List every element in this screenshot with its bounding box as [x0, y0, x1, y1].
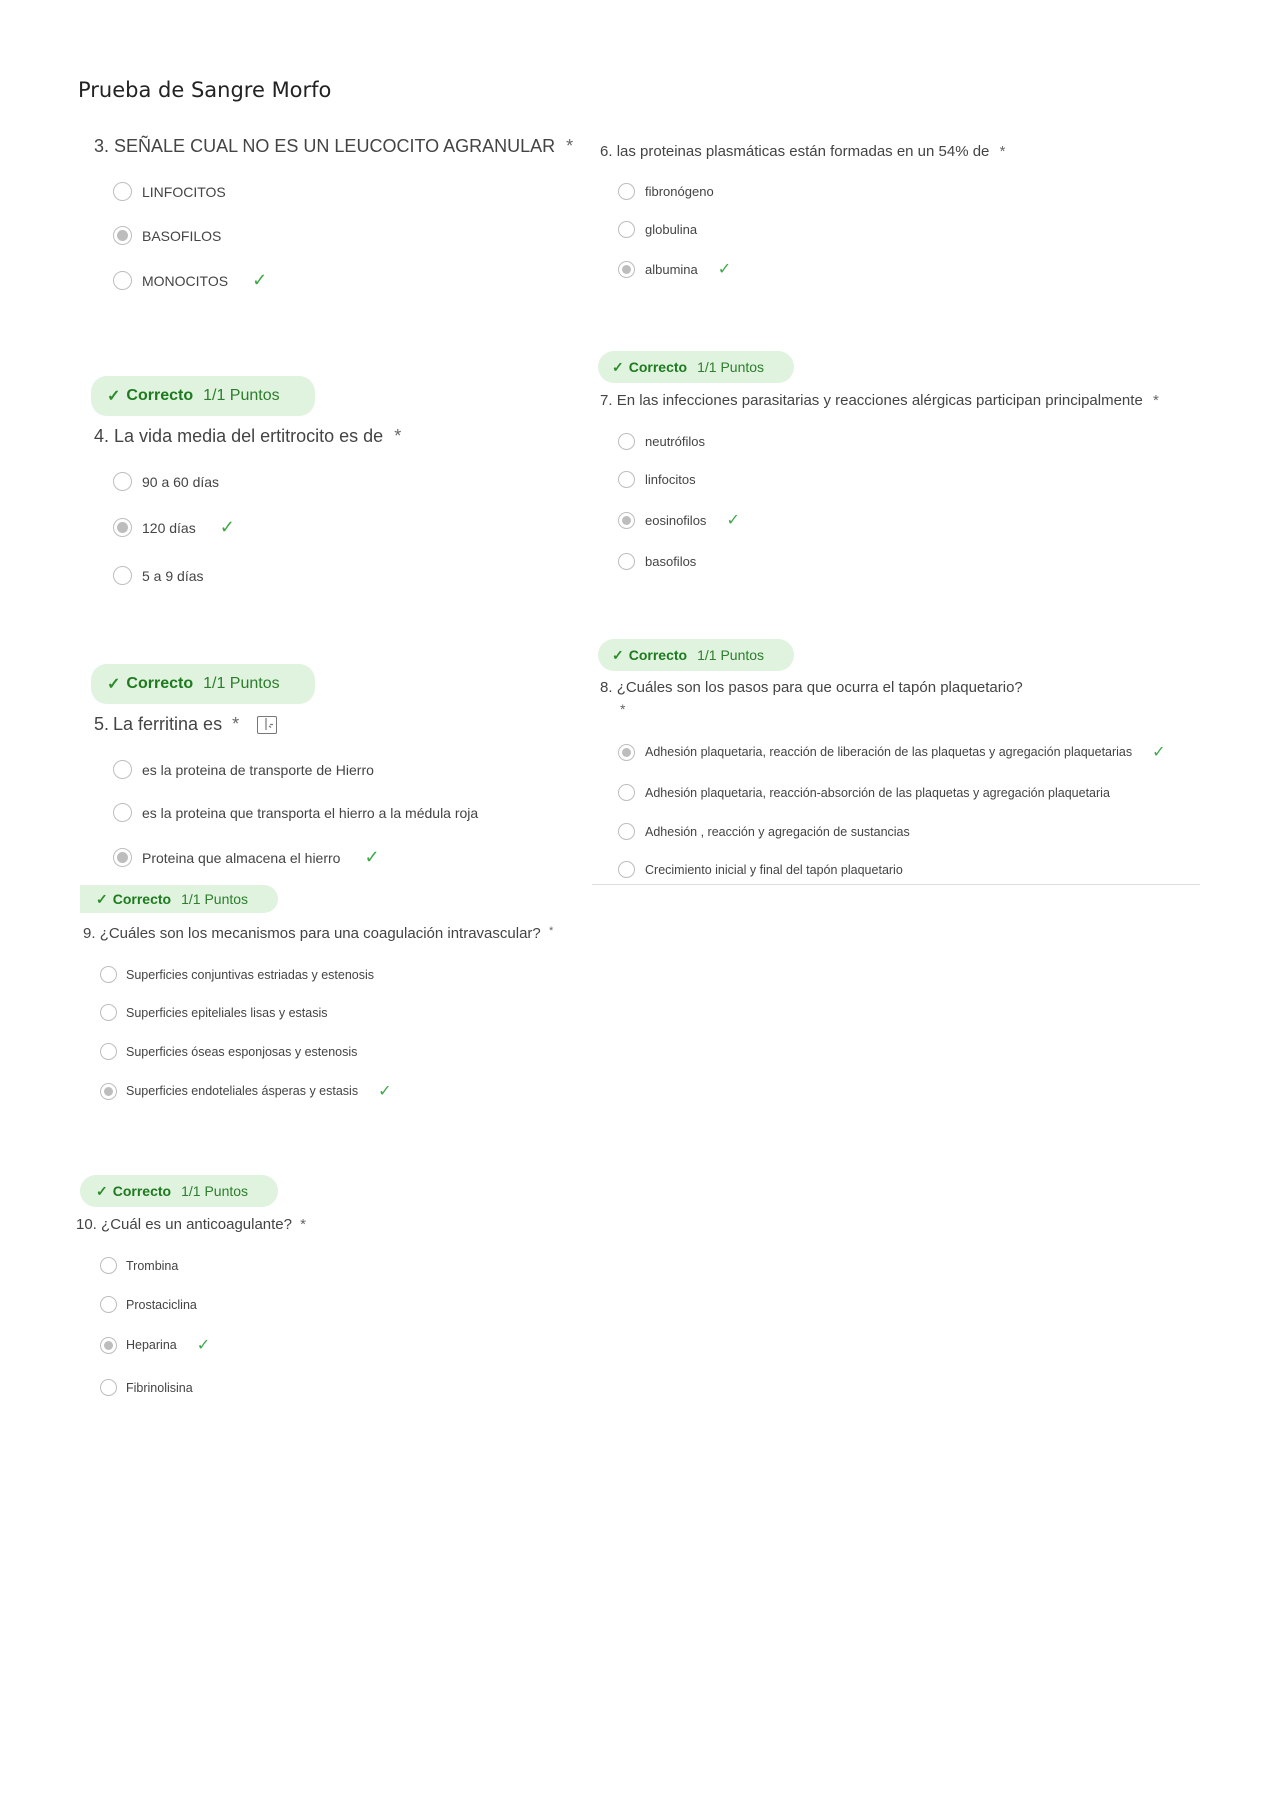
- q6-option-3[interactable]: albumina ✓: [618, 259, 731, 279]
- question-5-title: 5. La ferritina es *: [94, 714, 277, 735]
- radio-button-selected[interactable]: [618, 261, 635, 278]
- radio-button[interactable]: [113, 566, 132, 585]
- correct-check-icon: ✓: [378, 1083, 392, 1100]
- q9-option-2[interactable]: Superficies epiteliales lisas y estasis: [100, 1004, 327, 1021]
- correct-check-icon: ✓: [252, 270, 268, 290]
- q7-option-4[interactable]: basofilos: [618, 553, 696, 570]
- radio-button[interactable]: [100, 1296, 117, 1313]
- radio-button[interactable]: [618, 183, 635, 200]
- radio-button[interactable]: [618, 553, 635, 570]
- correct-badge: ✓ Correcto 1/1 Puntos: [80, 885, 278, 913]
- check-icon: ✓: [96, 1182, 108, 1199]
- correct-check-icon: ✓: [196, 1337, 211, 1354]
- radio-button-selected[interactable]: [100, 1337, 117, 1354]
- q10-option-4[interactable]: Fibrinolisina: [100, 1379, 193, 1396]
- question-10-title: 10. ¿Cuál es un anticoagulante? *: [76, 1216, 307, 1233]
- question-8-title: 8. ¿Cuáles son los pasos para que ocurra el tapón plaquetario?: [600, 679, 1023, 696]
- question-9-title: 9. ¿Cuáles son los mecanismos para una coagulación intravascular? *: [83, 925, 554, 942]
- radio-button[interactable]: [618, 823, 635, 840]
- check-icon: ✓: [612, 358, 624, 375]
- radio-button-selected[interactable]: [113, 518, 132, 537]
- check-icon: ✓: [612, 646, 624, 663]
- correct-badge: ✓ Correcto 1/1 Puntos: [598, 639, 794, 671]
- radio-button[interactable]: [618, 861, 635, 878]
- q5-option-2[interactable]: es la proteina que transporta el hierro a la médula roja: [113, 803, 478, 822]
- question-3-title: 3. SEÑALE CUAL NO ES UN LEUCOCITO AGRANULAR *: [94, 136, 574, 156]
- q9-option-1[interactable]: Superficies conjuntivas estriadas y estenosis: [100, 966, 374, 983]
- radio-button[interactable]: [113, 271, 132, 290]
- q5-option-1[interactable]: es la proteina de transporte de Hierro: [113, 760, 374, 779]
- radio-button-selected[interactable]: [113, 848, 132, 867]
- correct-badge: ✓ Correcto 1/1 Puntos: [91, 664, 315, 704]
- q9-option-4[interactable]: Superficies endoteliales ásperas y estasis ✓: [100, 1081, 391, 1101]
- q8-option-3[interactable]: Adhesión , reacción y agregación de sustancias: [618, 823, 910, 840]
- correct-badge: ✓ Correcto 1/1 Puntos: [91, 376, 315, 416]
- question-7-title: 7. En las infecciones parasitarias y reacciones alérgicas participan principalmente *: [600, 392, 1159, 409]
- radio-button-selected[interactable]: [100, 1083, 117, 1100]
- radio-button[interactable]: [100, 1379, 117, 1396]
- q9-option-3[interactable]: Superficies óseas esponjosas y estenosis: [100, 1043, 357, 1060]
- correct-check-icon: ✓: [717, 261, 732, 278]
- radio-button[interactable]: [113, 803, 132, 822]
- document-title: Prueba de Sangre Morfo: [78, 78, 332, 102]
- q10-option-3[interactable]: Heparina ✓: [100, 1335, 210, 1355]
- radio-button[interactable]: [618, 784, 635, 801]
- q10-option-2[interactable]: Prostaciclina: [100, 1296, 197, 1313]
- radio-button-selected[interactable]: [618, 744, 635, 761]
- radio-button-selected[interactable]: [618, 512, 635, 529]
- immersive-reader-icon[interactable]: [257, 716, 277, 734]
- q7-option-1[interactable]: neutrófilos: [618, 433, 705, 450]
- question-4-title: 4. La vida media del ertitrocito es de *: [94, 426, 402, 446]
- radio-button[interactable]: [113, 472, 132, 491]
- radio-button[interactable]: [100, 1257, 117, 1274]
- question-6-title: 6. las proteinas plasmáticas están formadas en un 54% de *: [600, 143, 1006, 160]
- correct-check-icon: ✓: [364, 847, 380, 867]
- radio-button[interactable]: [100, 1004, 117, 1021]
- question-8-star: *: [620, 701, 626, 717]
- section-divider: [592, 884, 1200, 885]
- radio-button[interactable]: [618, 471, 635, 488]
- q7-option-2[interactable]: linfocitos: [618, 471, 696, 488]
- check-icon: ✓: [107, 388, 121, 405]
- q3-option-3[interactable]: MONOCITOS ✓: [113, 270, 267, 291]
- correct-check-icon: ✓: [726, 512, 740, 529]
- check-icon: ✓: [96, 890, 108, 907]
- q8-option-1[interactable]: Adhesión plaquetaria, reacción de liberación de las plaquetas y agregación plaquetarias ✓: [618, 742, 1166, 762]
- q7-option-3[interactable]: eosinofilos ✓: [618, 510, 740, 530]
- q8-option-2[interactable]: Adhesión plaquetaria, reacción-absorción de las plaquetas y agregación plaquetaria: [618, 784, 1110, 801]
- correct-check-icon: ✓: [1152, 744, 1166, 761]
- q8-option-4[interactable]: Crecimiento inicial y final del tapón plaquetario: [618, 861, 903, 878]
- q10-option-1[interactable]: Trombina: [100, 1257, 178, 1274]
- radio-button[interactable]: [100, 1043, 117, 1060]
- radio-button[interactable]: [618, 433, 635, 450]
- q4-option-2[interactable]: 120 días ✓: [113, 517, 235, 538]
- radio-button[interactable]: [113, 182, 132, 201]
- q6-option-1[interactable]: fibronógeno: [618, 183, 714, 200]
- correct-badge: ✓ Correcto 1/1 Puntos: [598, 351, 794, 383]
- radio-button-selected[interactable]: [113, 226, 132, 245]
- q6-option-2[interactable]: globulina: [618, 221, 697, 238]
- radio-button[interactable]: [113, 760, 132, 779]
- radio-button[interactable]: [618, 221, 635, 238]
- correct-check-icon: ✓: [219, 517, 235, 537]
- correct-badge: ✓ Correcto 1/1 Puntos: [80, 1175, 278, 1207]
- check-icon: ✓: [107, 676, 121, 693]
- q3-option-1[interactable]: LINFOCITOS: [113, 182, 226, 201]
- q5-option-3[interactable]: Proteina que almacena el hierro ✓: [113, 847, 380, 868]
- radio-button[interactable]: [100, 966, 117, 983]
- q3-option-2[interactable]: BASOFILOS: [113, 226, 221, 245]
- q4-option-1[interactable]: 90 a 60 días: [113, 472, 219, 491]
- q4-option-3[interactable]: 5 a 9 días: [113, 566, 204, 585]
